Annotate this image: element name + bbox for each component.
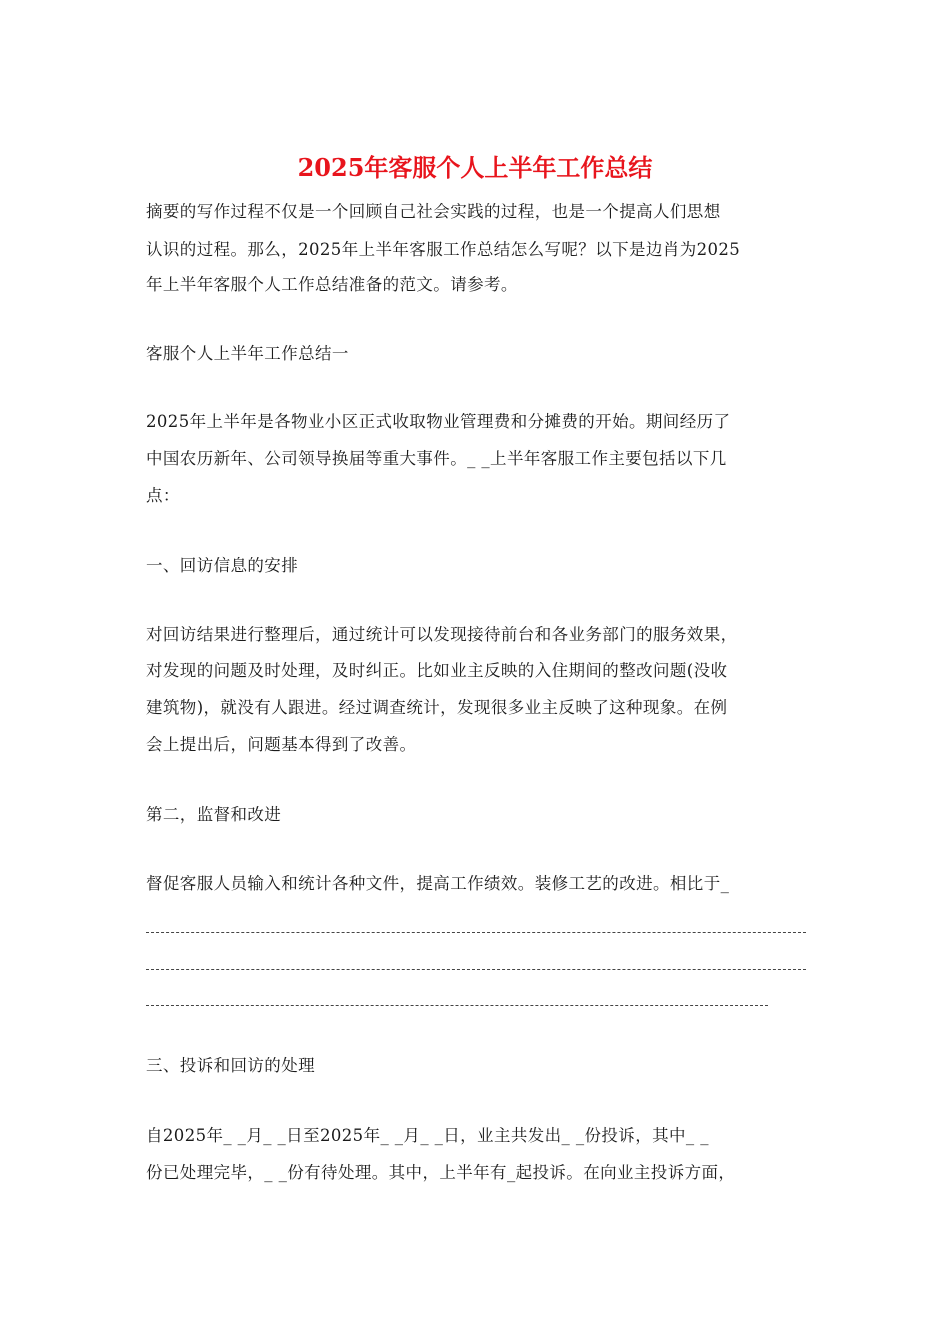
- paragraph-line: 建筑物)，就没有人跟进。经过调查统计，发现很多业主反映了这种现象。在例: [146, 698, 728, 717]
- subheading: 一、回访信息的安排: [146, 556, 299, 575]
- blank-fill-line: [146, 932, 806, 935]
- subheading: 第二，监督和改进: [146, 805, 282, 824]
- subheading: 三、投诉和回访的处理: [146, 1056, 315, 1075]
- section-heading: 客服个人上半年工作总结一: [146, 344, 349, 363]
- blank-fill-line: [146, 1005, 768, 1008]
- paragraph-line: 自2025年_ _月_ _日至2025年_ _月_ _日，业主共发出_ _份投诉，其中_ _: [146, 1126, 709, 1145]
- intro-line: 认识的过程。那么，2025年上半年客服工作总结怎么写呢？以下是边肖为2025: [146, 240, 741, 259]
- paragraph-line: 对发现的问题及时处理，及时纠正。比如业主反映的入住期间的整改问题(没收: [146, 661, 728, 680]
- paragraph-line: 份已处理完毕，_ _份有待处理。其中，上半年有_起投诉。在向业主投诉方面，: [146, 1163, 736, 1182]
- paragraph-line: 对回访结果进行整理后，通过统计可以发现接待前台和各业务部门的服务效果，: [146, 625, 738, 644]
- document-title: 2025年客服个人上半年工作总结: [297, 153, 653, 182]
- paragraph-line: 会上提出后，问题基本得到了改善。: [146, 735, 417, 754]
- paragraph-line: 2025年上半年是各物业小区正式收取物业管理费和分摊费的开始。期间经历了: [146, 412, 731, 431]
- paragraph-line: 督促客服人员输入和统计各种文件，提高工作绩效。装修工艺的改进。相比于_: [146, 874, 730, 893]
- intro-line: 年上半年客服个人工作总结准备的范文。请参考。: [146, 275, 518, 294]
- paragraph-line: 点：: [146, 486, 180, 505]
- intro-line: 摘要的写作过程不仅是一个回顾自己社会实践的过程，也是一个提高人们思想: [146, 202, 721, 221]
- paragraph-line: 中国农历新年、公司领导换届等重大事件。_ _上半年客服工作主要包括以下几: [146, 449, 727, 468]
- blank-fill-line: [146, 969, 806, 972]
